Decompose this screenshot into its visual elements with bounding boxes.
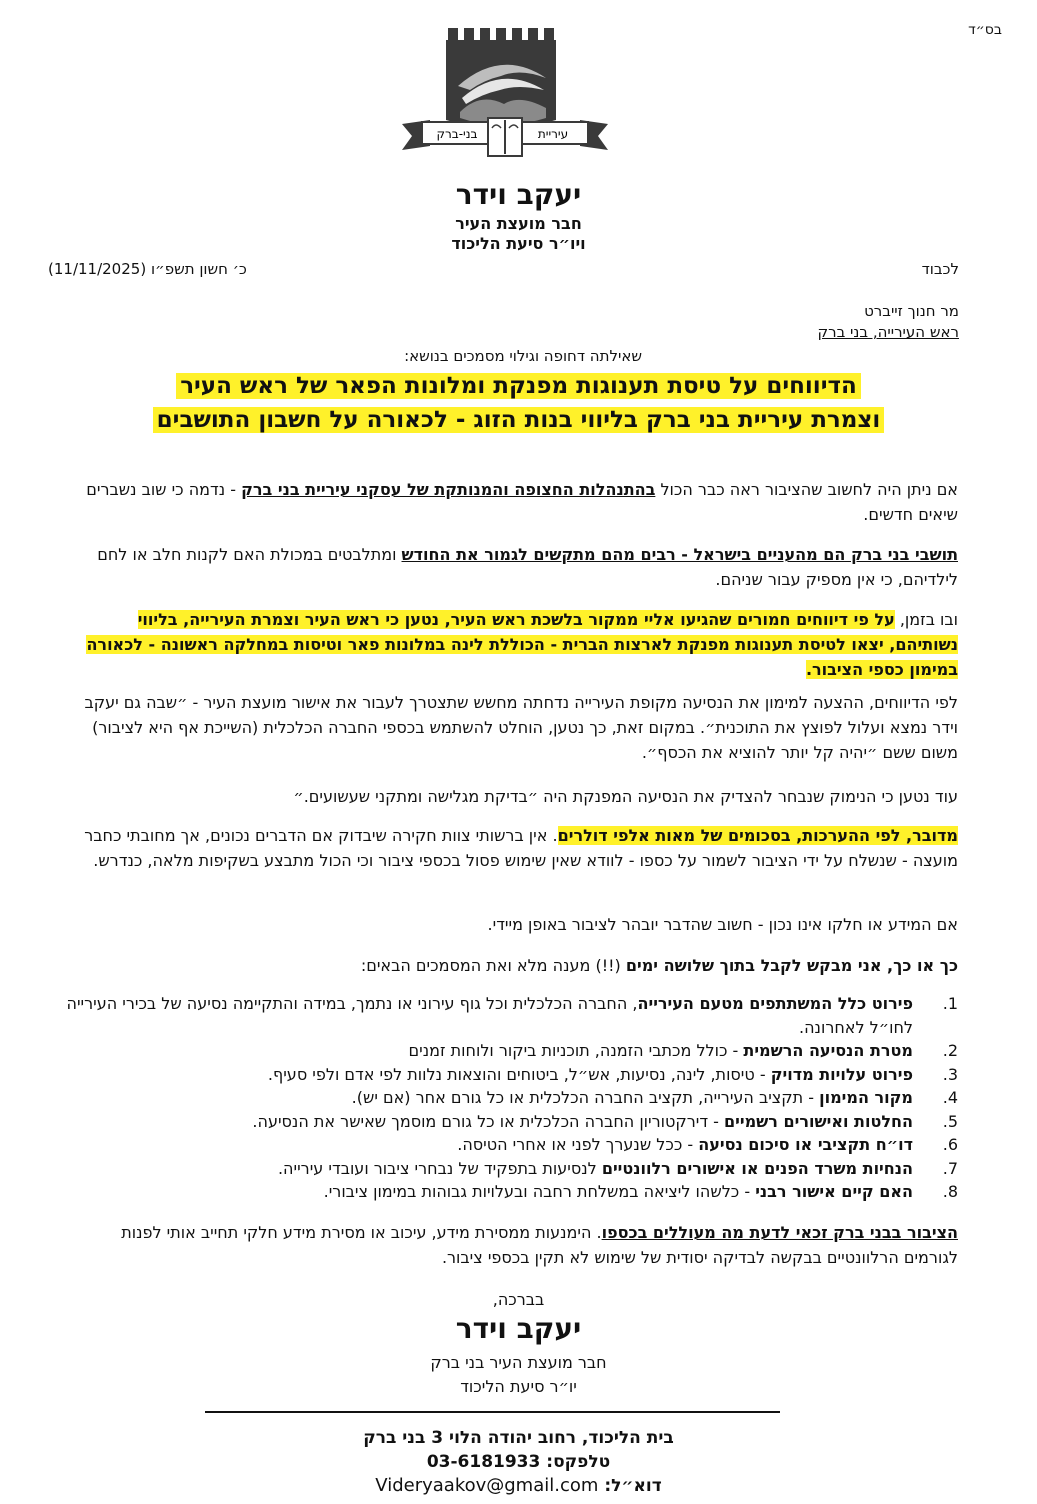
paragraph-1 — [78, 477, 958, 527]
p9-text-b: . הימנעות ממסירת מידע, עיכוב או מסירת מידע חלקי תחייב אותי לפנות לגורמים הרלוונטיים בבקשה לבדיקה יסודית של שימוש לא תקין בכספי ציבור. — [121, 1223, 958, 1267]
documents-request-list — [45, 992, 958, 1204]
list-item-number: 1. — [942, 994, 958, 1013]
paragraph-4: לפי הדיווחים, ההצעה למימון את הנסיעה מקופת העירייה נדחתה מחשש שתצטרך לעבור את אישור מועצת העיר - ״שבה גם יעקב וידר נמצא ועלול לפוצץ את התוכנית״. במקום זאת, כך נטען, הוחלט להשתמש בכספי החברה הכלכלית (השייכת אף היא לציבור) משום ששם ״יהיה קל יותר להוציא את הכסף״. — [84, 693, 958, 762]
bsd-mark: בס״ד — [968, 22, 1002, 38]
list-item — [45, 1086, 958, 1110]
p1-text-a: אם ניתן היה לחשוב שהציבור ראה כבר הכול — [655, 480, 958, 499]
subject-title-text-1: הדיווחים על טיסת תענוגות מפנקת ומלונות הפאר של ראש העיר — [176, 373, 861, 399]
signature-role-1: חבר מועצת העיר בני ברק — [430, 1353, 607, 1372]
list-item — [45, 1133, 958, 1157]
list-item-number: 3. — [942, 1064, 958, 1084]
footer-address: בית הליכוד, רחוב יהודה הלוי 3 בני ברק — [363, 1428, 674, 1448]
p3-text-b: על פי דיווחים חמורים שהגיעו אליי ממקור בלשכת ראש העיר, נטען כי ראש העיר וצמרת העירייה, בליווי נשותיהם, יצאו לטיסת תענוגות מפנקת לארצות הברית - הכוללת לינה במלונות פאר וטיסות במחלקה ראשונה - לכאורה במימון כספי הציבור. — [86, 610, 958, 679]
list-item-number: 2. — [942, 1041, 958, 1060]
p2-text-a: תושבי בני ברק הם מהעניים בישראל - רבים מהם מתקשים לגמור את החודש — [401, 545, 958, 564]
list-item — [45, 1180, 958, 1204]
emblem-shield — [446, 28, 556, 128]
list-item-text: לנסיעות בתפקיד של נבחרי ציבור ועובדי עירייה. — [277, 1158, 602, 1178]
list-item — [45, 992, 958, 1039]
p3-text-a: ובו בזמן, — [894, 610, 958, 629]
to-label: לכבוד — [921, 260, 959, 278]
paragraph-2 — [78, 542, 958, 592]
city-emblem-logo — [400, 28, 610, 168]
list-item-bold: מקור המימון — [819, 1088, 913, 1107]
list-item-bold: החלטות ואישורים רשמיים — [724, 1111, 913, 1131]
logo-left-ribbon-text: בני-ברק — [436, 127, 478, 141]
footer-divider — [205, 1411, 780, 1413]
letter-date: כ׳ חשון תשפ״ו (11/11/2025) — [48, 260, 247, 278]
paragraph-6 — [78, 823, 958, 873]
header-name: יעקב וידר — [455, 178, 582, 211]
footer-email-label: דוא״ל: — [604, 1476, 662, 1496]
list-item-number: 7. — [942, 1158, 958, 1178]
logo-right-ribbon-text: עיריית — [537, 127, 569, 141]
p2-text-b: ומתלבטים במכולת האם לקנות חלב או לחם לילדיהם, כי אין מספיק עבור שניהם. — [97, 545, 958, 589]
footer-email-link[interactable]: Videryaakov@gmail.com — [375, 1475, 599, 1496]
paragraph-8 — [78, 953, 958, 978]
paragraph-9 — [78, 1220, 958, 1270]
footer-phone-line — [0, 1452, 1037, 1472]
signature-role-2: יו״ר סיעת הליכוד — [460, 1377, 577, 1396]
list-item-text: , החברה הכלכלית וכל גוף עירוני או נתמך, במידה והתקיימה נסיעה של בכירי העירייה לחו״ל לאחרונה. — [66, 994, 913, 1037]
signature-name: יעקב וידר — [455, 1312, 582, 1345]
p1-text-c: - נדמה כי שוב נשברים שיאים חדשים. — [86, 480, 958, 524]
list-item-text: - כלשהו ליציאה במשלחת רחבה ובעלויות גבוהות במימון ציבורי. — [323, 1182, 756, 1201]
header-role-1: חבר מועצת העיר — [455, 214, 582, 233]
recipient-name: מר חנוך זייברט — [864, 302, 959, 320]
subject-title-text-2: וצמרת עיריית בני ברק בליווי בנות הזוג - לכאורה על חשבון התושבים — [153, 407, 885, 433]
p6-text-a: מדובר, לפי ההערכות, בסכומים של מאות אלפי דולרים — [557, 826, 958, 845]
list-item-text: - טיסות, לינה, נסיעות, אש״ל, ביטוחים והוצאות נלוות לפי אדם ולפי סעיף. — [267, 1064, 771, 1084]
p1-text-b: בהתנהלות החצופה והמנותקת של עסקני עיריית בני ברק — [241, 480, 656, 499]
list-item-text: - דירקטוריון החברה הכלכלית או כל גורם מוסמך שאישר את הנסיעה. — [252, 1111, 725, 1131]
list-item-bold: דו״ח תקציבי או סיכום נסיעה — [698, 1135, 913, 1154]
footer-phone-label: טלפקס: — [546, 1452, 611, 1472]
p8-text-b: (!!) מענה מלא ואת המסמכים הבאים: — [360, 956, 626, 975]
list-item-text: - ככל שנערך לפני או אחרי הטיסה. — [457, 1135, 699, 1154]
list-item-text: - תקציב העירייה, תקציב החברה הכלכלית או כל גורם אחר (אם יש). — [351, 1088, 820, 1107]
header-role-2: ויו״ר סיעת הליכוד — [451, 234, 586, 253]
list-item — [45, 1157, 958, 1181]
list-item-number: 5. — [942, 1111, 958, 1131]
list-item — [45, 1039, 958, 1063]
closing-blessing: בברכה, — [492, 1290, 545, 1309]
list-item-bold: הנחיות משרד הפנים או אישורים רלוונטיים — [601, 1158, 913, 1178]
list-item-number: 6. — [942, 1135, 958, 1154]
paragraph-5: עוד נטען כי הנימוק שנבחר להצדיק את הנסיעה המפנקת היה ״בדיקת מגלישה ומתקני שעשועים.״ — [293, 787, 958, 806]
footer-phone: 03-6181933 — [426, 1452, 541, 1472]
p6-text-b: . אין ברשותי צוות חקירה שיבדוק אם הדברים נכונים, אך מחובתי כחבר מועצה - שנשלח על ידי הציבור לשמור על כספו - לוודא שאין שימוש פסול בכספי ציבור וכי הכול מתבצע בשקיפות מלאה, כנדרש. — [84, 826, 958, 870]
paragraph-3 — [78, 607, 958, 682]
list-item-bold: מטרת הנסיעה הרשמית — [743, 1041, 913, 1060]
list-item — [45, 1063, 958, 1087]
subject-intro: שאילתה דחופה וגילוי מסמכים בנושא: — [404, 347, 642, 365]
p8-text-a: כך או כך, אני מבקש לקבל בתוך שלושה ימים — [625, 956, 958, 975]
p9-text-a: הציבור בבני ברק זכאי לדעת מה מעוללים בכספו — [601, 1223, 958, 1242]
footer-email-line — [0, 1475, 1037, 1496]
list-item-bold: האם קיים אישור רבני — [755, 1182, 913, 1201]
list-item-text: - כולל מכתבי הזמנה, תוכניות ביקור ולוחות זמנים — [408, 1041, 744, 1060]
subject-title-line-1 — [0, 369, 1037, 403]
book-icon — [488, 118, 522, 156]
recipient-title: ראש העירייה, בני ברק — [817, 323, 959, 341]
list-item-number: 8. — [942, 1182, 958, 1201]
list-item-bold: פירוט כלל המשתתפים מטעם העירייה — [637, 994, 913, 1013]
list-item-bold: פירוט עלויות מדויק — [770, 1064, 913, 1084]
subject-title-line-2 — [0, 403, 1037, 437]
list-item — [45, 1110, 958, 1134]
list-item-number: 4. — [942, 1088, 958, 1107]
paragraph-7: אם המידע או חלקו אינו נכון - חשוב שהדבר יובהר לציבור באופן מיידי. — [487, 915, 958, 934]
